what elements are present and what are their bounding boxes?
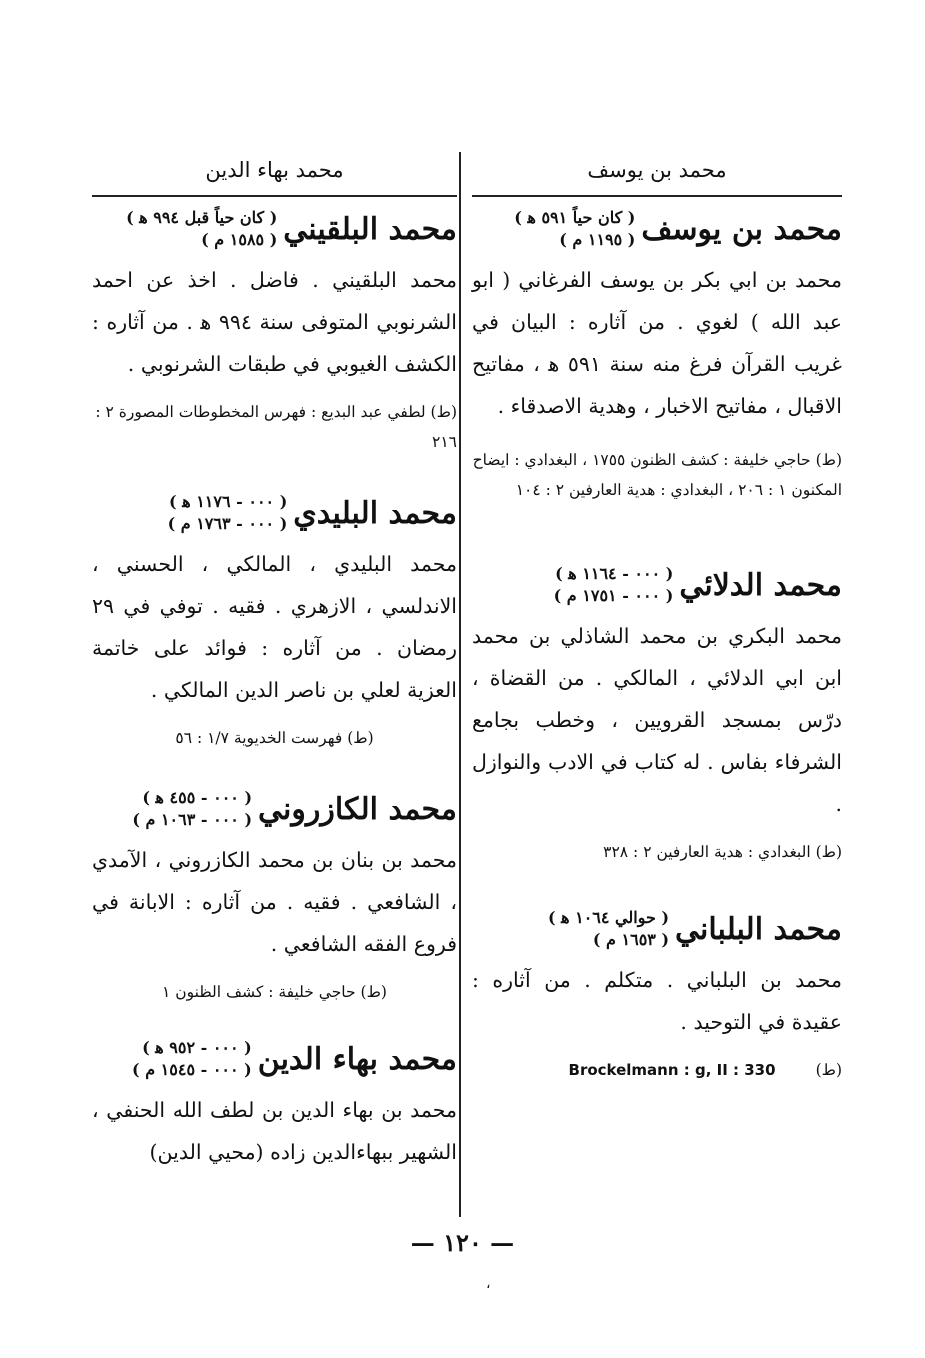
- hijri-date: ( كان حياً ٥٩١ ﻫ ): [514, 208, 636, 227]
- entry-body: محمد البكري بن محمد الشاذلي بن محمد ابن ابي الدلائي ، المالكي . من القضاة ، درّس بمسجد القرويين ، وخطب بجامع الشرفاء بفاس . له كتاب في الادب والنوازل .: [472, 624, 842, 816]
- entry-heading: [472, 563, 842, 607]
- source-label: (ط): [815, 1061, 842, 1079]
- hijri-date: ( ٠٠٠ - ١١٦٤ ﻫ ): [555, 564, 674, 583]
- entry-heading: [472, 207, 842, 251]
- entry: [472, 563, 842, 867]
- entry: [92, 491, 457, 753]
- entry-name: محمد بهاء الدين: [257, 1041, 457, 1077]
- entry-heading: [472, 907, 842, 951]
- entry-name: محمد الكازروني: [258, 791, 457, 827]
- entry-name: محمد البليدي: [293, 495, 457, 531]
- entry-source: (ط) حاجي خليفة : كشف الظنون ١٧٥٥ ، البغدادي : ايضاح المكنون ١ : ٢٠٦ ، البغدادي : هدية العارفين ٢ : ١٠٤: [472, 451, 842, 499]
- entry-name: محمد الدلائي: [679, 567, 842, 603]
- entry-source: (ط) فهرست الخديوية ١/٧ : ٥٦: [175, 729, 374, 747]
- entry-dates: [548, 907, 669, 951]
- entry-source: (ط) حاجي خليفة : كشف الظنون ١: [162, 983, 387, 1001]
- gregorian-date: ( ٠٠٠ - ١٧٦٣ م ): [167, 514, 288, 533]
- footer-mark: ،: [486, 1276, 491, 1292]
- entry-dates: [132, 1037, 252, 1081]
- hijri-date: ( حوالي ١٠٦٤ ﻫ ): [547, 908, 670, 927]
- entry: [92, 207, 457, 457]
- source-reference: Brockelmann : g, II : 330: [568, 1061, 776, 1079]
- page-number: — ١٢٠ —: [410, 1228, 515, 1257]
- left-column: [92, 145, 457, 1173]
- right-column: [472, 145, 842, 1085]
- hijri-date: ( ٠٠٠ - ١١٧٦ ﻫ ): [169, 492, 288, 511]
- gregorian-date: ( ١٥٨٥ م ): [201, 230, 278, 249]
- entry-source: (ط) لطفي عبد البديع : فهرس المخطوطات المصورة ٢ : ٢١٦: [95, 403, 457, 451]
- hijri-date: ( ٠٠٠ - ٩٥٢ ﻫ ): [142, 1038, 252, 1057]
- entry-heading: [92, 787, 457, 831]
- entry-dates: [132, 787, 252, 831]
- hijri-date: ( ٠٠٠ - ٤٥٥ ﻫ ): [142, 788, 253, 807]
- entry-name: محمد بن يوسف: [641, 211, 842, 247]
- entry-heading: [92, 1037, 457, 1081]
- entry-heading: [92, 491, 457, 535]
- entry-name: محمد البلقيني: [283, 211, 457, 247]
- entry-body: محمد البلقيني . فاضل . اخذ عن احمد الشرنوبي المتوفى سنة ٩٩٤ ﻫ . من آثاره : الكشف الغيوبي في طبقات الشرنوبي .: [92, 268, 457, 376]
- column-divider: [459, 152, 461, 1217]
- entry-body: محمد بن بهاء الدين بن لطف الله الحنفي ، الشهير ببهاءالدين زاده (محيي الدين): [92, 1098, 457, 1164]
- entry-dates: [554, 563, 674, 607]
- entry-body: محمد بن ابي بكر بن يوسف الفرغاني ( ابو عبد الله ) لغوي . من آثاره : البيان في غريب القرآن فرغ منه سنة ٥٩١ ﻫ ، مفاتيح الاقبال ، مفاتيح الاخبار ، وهدية الاصدقاء .: [472, 268, 842, 418]
- entry-body: محمد بن البلباني . متكلم . من آثاره : عقيدة في التوحيد .: [472, 968, 842, 1034]
- entry: [92, 1037, 457, 1173]
- entry: [92, 787, 457, 1007]
- entry-dates: [514, 207, 635, 251]
- hijri-date: ( كان حياً قبل ٩٩٤ ﻫ ): [126, 208, 278, 227]
- gregorian-date: ( ١٦٥٣ م ): [592, 930, 670, 949]
- entry-dates: [168, 491, 288, 535]
- left-column-header: محمد بهاء الدين: [92, 145, 457, 197]
- entry: [472, 207, 842, 505]
- entry-source: [472, 1055, 842, 1085]
- entry-source: (ط) البغدادي : هدية العارفين ٢ : ٣٢٨: [603, 843, 842, 861]
- gregorian-date: ( ٠٠٠ - ١٧٥١ م ): [553, 586, 674, 605]
- entry-body: محمد بن بنان بن محمد الكازروني ، الآمدي ، الشافعي . فقيه . من آثاره : الابانة في فروع الفقه الشافعي .: [92, 848, 457, 956]
- entry: [472, 907, 842, 1085]
- entry-dates: [126, 207, 277, 251]
- gregorian-date: ( ٠٠٠ - ١٥٤٥ م ): [132, 1060, 252, 1079]
- entry-name: محمد البلباني: [675, 911, 842, 947]
- gregorian-date: ( ١١٩٥ م ): [559, 230, 636, 249]
- gregorian-date: ( ٠٠٠ - ١٠٦٣ م ): [132, 810, 253, 829]
- entry-body: محمد البليدي ، المالكي ، الحسني ، الاندلسي ، الازهري . فقيه . توفي في ٢٩ رمضان . من آثاره : فوائد على خاتمة العزية لعلي بن ناصر الدين المالكي .: [92, 552, 457, 702]
- entry-heading: [92, 207, 457, 251]
- right-column-header: محمد بن يوسف: [472, 145, 842, 197]
